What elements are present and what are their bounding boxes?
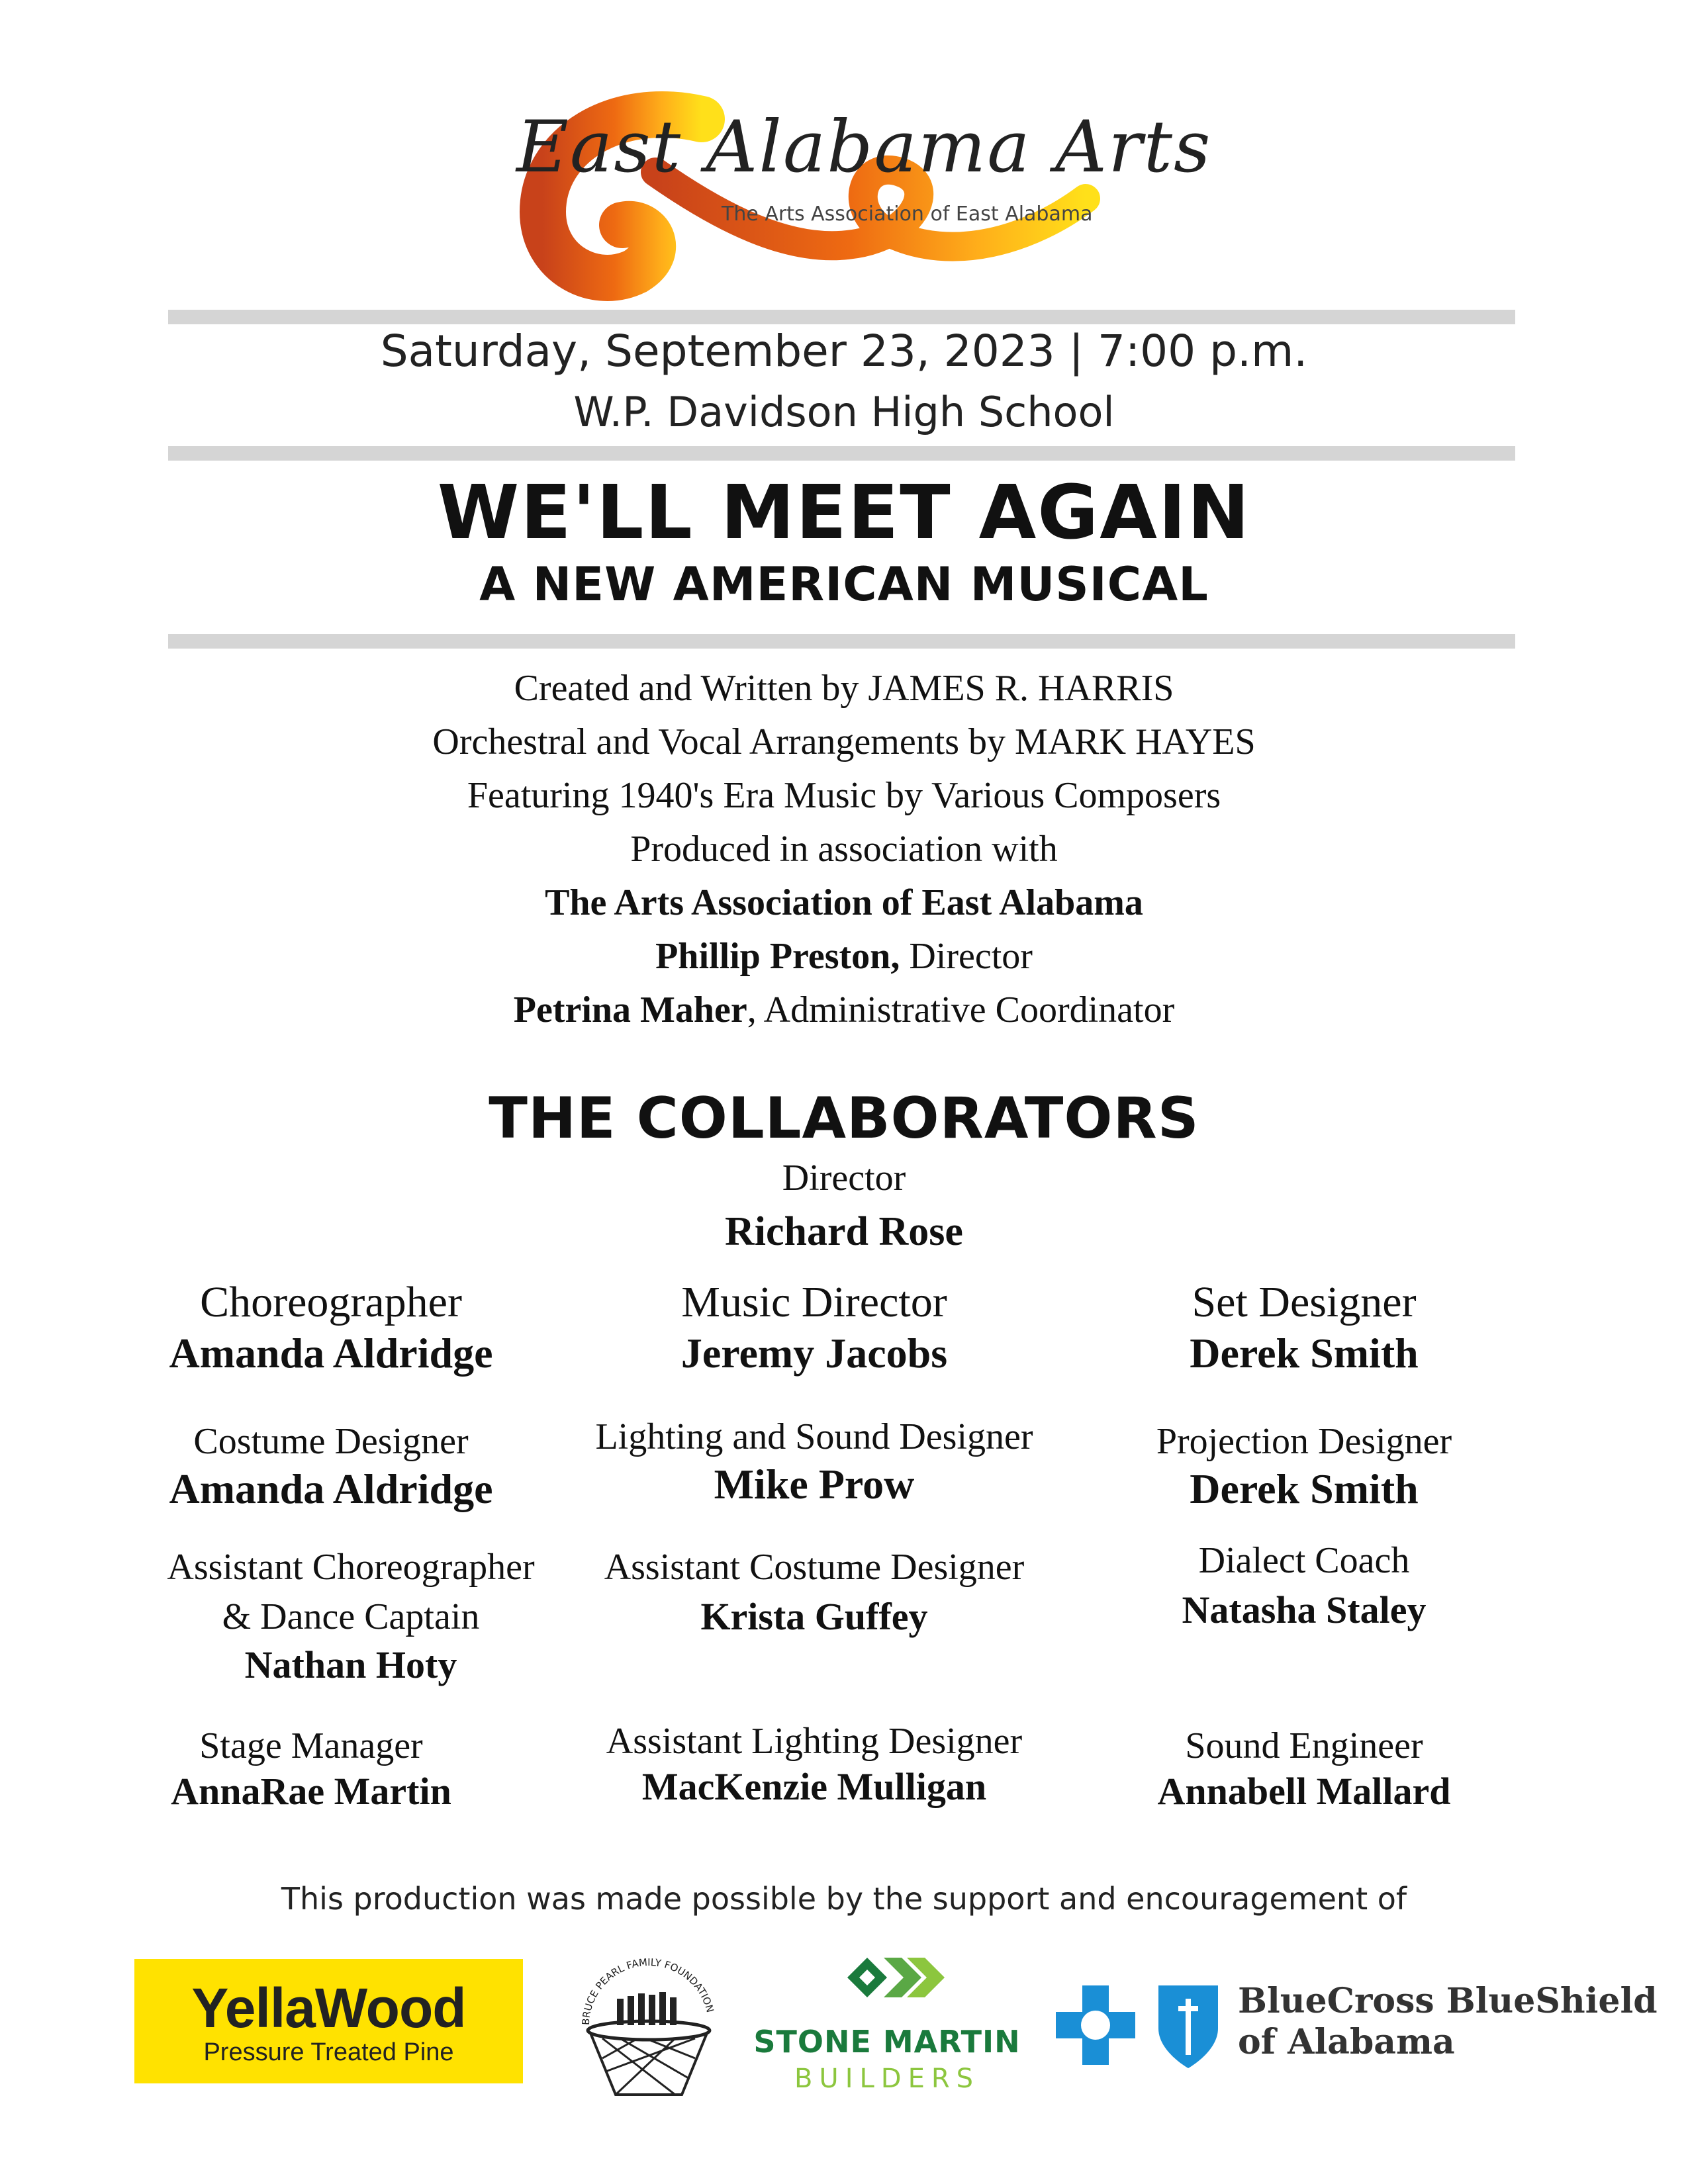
collaborator-name: Jeremy Jacobs [680, 1330, 948, 1377]
collaborator-name: Derek Smith [1190, 1465, 1419, 1513]
collaborator-role: Costume Designer [193, 1421, 469, 1462]
show-subtitle: A NEW AMERICAN MUSICAL [479, 557, 1209, 612]
bpff-arc-text: BRUCE PEARL FAMILY FOUNDATION [579, 1956, 716, 2026]
yellawood-tagline: Pressure Treated Pine [203, 2038, 454, 2066]
stone-martin-name: STONE MARTIN [753, 2024, 1021, 2060]
bruce-pearl-family-foundation-logo [576, 1952, 722, 2105]
credit-person [0, 930, 1688, 983]
divider [168, 634, 1515, 649]
bcbs-region: of Alabama [1238, 2022, 1455, 2062]
director-role: Director [782, 1158, 906, 1199]
collaborator-cell [1072, 1539, 1536, 1633]
collaborator-role: Choreographer [200, 1278, 462, 1326]
person-name: Phillip Preston, [655, 936, 900, 977]
person-name: Petrina Maher [513, 989, 747, 1030]
collaborator-role: Projection Designer [1156, 1421, 1452, 1462]
logo-tagline: The Arts Association of East Alabama [722, 203, 1093, 226]
collaborator-name: Nathan Hoty [244, 1643, 457, 1687]
show-title: WE'LL MEET AGAIN [437, 470, 1251, 556]
collaborator-cell [583, 1415, 1046, 1510]
collaborator-cell [583, 1545, 1046, 1640]
collaborator-role: Music Director [681, 1278, 947, 1326]
basketball-hoop-icon [576, 1952, 722, 2105]
divider [168, 310, 1515, 324]
collaborator-cell [79, 1724, 543, 1815]
collaborator-role: Sound Engineer [1185, 1725, 1423, 1766]
east-alabama-arts-logo [503, 86, 1212, 304]
stone-martin-chevron-icon [748, 1946, 1026, 2019]
collaborator-name: MacKenzie Mulligan [641, 1765, 987, 1809]
svg-text:BRUCE PEARL FAMILY FOUNDATION [580, 1956, 716, 2025]
collaborator-name: Amanda Aldridge [169, 1330, 493, 1377]
collaborator-cell [99, 1420, 563, 1515]
person-role: Director [900, 936, 1033, 977]
collaborator-role: Assistant Lighting Designer [606, 1721, 1023, 1762]
support-statement: This production was made possible by the support and encouragement of [281, 1881, 1407, 1917]
collaborator-name: Derek Smith [1190, 1330, 1419, 1377]
producing-organization: The Arts Association of East Alabama [545, 882, 1143, 923]
collaborators-heading: THE COLLABORATORS [489, 1085, 1199, 1152]
collaborator-role: Lighting and Sound Designer [595, 1416, 1033, 1457]
collaborator-name: Natasha Staley [1182, 1588, 1427, 1632]
collaborator-role-line2: & Dance Captain [222, 1596, 480, 1638]
event-datetime: Saturday, September 23, 2023 | 7:00 p.m. [380, 326, 1308, 377]
stone-martin-sub: BUILDERS [794, 2064, 980, 2094]
collaborator-cell [86, 1545, 616, 1688]
logo-script-text: East Alabama Arts [516, 106, 1212, 189]
collaborator-name: Mike Prow [714, 1461, 915, 1508]
stone-martin-builders-logo [748, 1946, 1026, 2098]
director-name: Richard Rose [725, 1209, 963, 1254]
collaborator-role: Assistant Costume Designer [604, 1547, 1025, 1588]
credit-line: Orchestral and Vocal Arrangements by MARK HAYES [432, 721, 1256, 762]
cross-and-shield-icon [1053, 1976, 1231, 2075]
collaborator-cell [583, 1719, 1046, 1810]
collaborator-name: Krista Guffey [700, 1595, 928, 1639]
collaborator-role: Dialect Coach [1198, 1540, 1410, 1581]
production-credits [0, 662, 1688, 1037]
collaborator-name: AnnaRae Martin [171, 1770, 451, 1813]
collaborator-cell [1072, 1420, 1536, 1515]
yellawood-name: YellaWood [191, 1977, 466, 2039]
collaborator-role: Set Designer [1192, 1278, 1417, 1326]
collaborator-cell [583, 1276, 1046, 1379]
credit-person [0, 983, 1688, 1037]
event-venue: W.P. Davidson High School [573, 388, 1115, 436]
collaborator-cell [99, 1276, 563, 1379]
collaborator-cell [1072, 1276, 1536, 1379]
collaborator-role: Stage Manager [199, 1725, 423, 1766]
credit-line: Produced in association with [630, 829, 1058, 870]
divider [168, 446, 1515, 461]
person-role: , Administrative Coordinator [747, 989, 1175, 1030]
collaborator-role: Assistant Choreographer [167, 1547, 535, 1588]
collaborator-name: Annabell Mallard [1157, 1770, 1451, 1813]
collaborator-name: Amanda Aldridge [169, 1465, 493, 1513]
collaborator-cell [1072, 1724, 1536, 1815]
bcbs-name: BlueCross BlueShield [1238, 1981, 1658, 2021]
credit-line: Created and Written by JAMES R. HARRIS [514, 668, 1174, 709]
credit-line: Featuring 1940's Era Music by Various Composers [467, 775, 1221, 816]
bluecross-blueshield-logo [1053, 1976, 1658, 2075]
yellawood-logo [134, 1959, 523, 2083]
